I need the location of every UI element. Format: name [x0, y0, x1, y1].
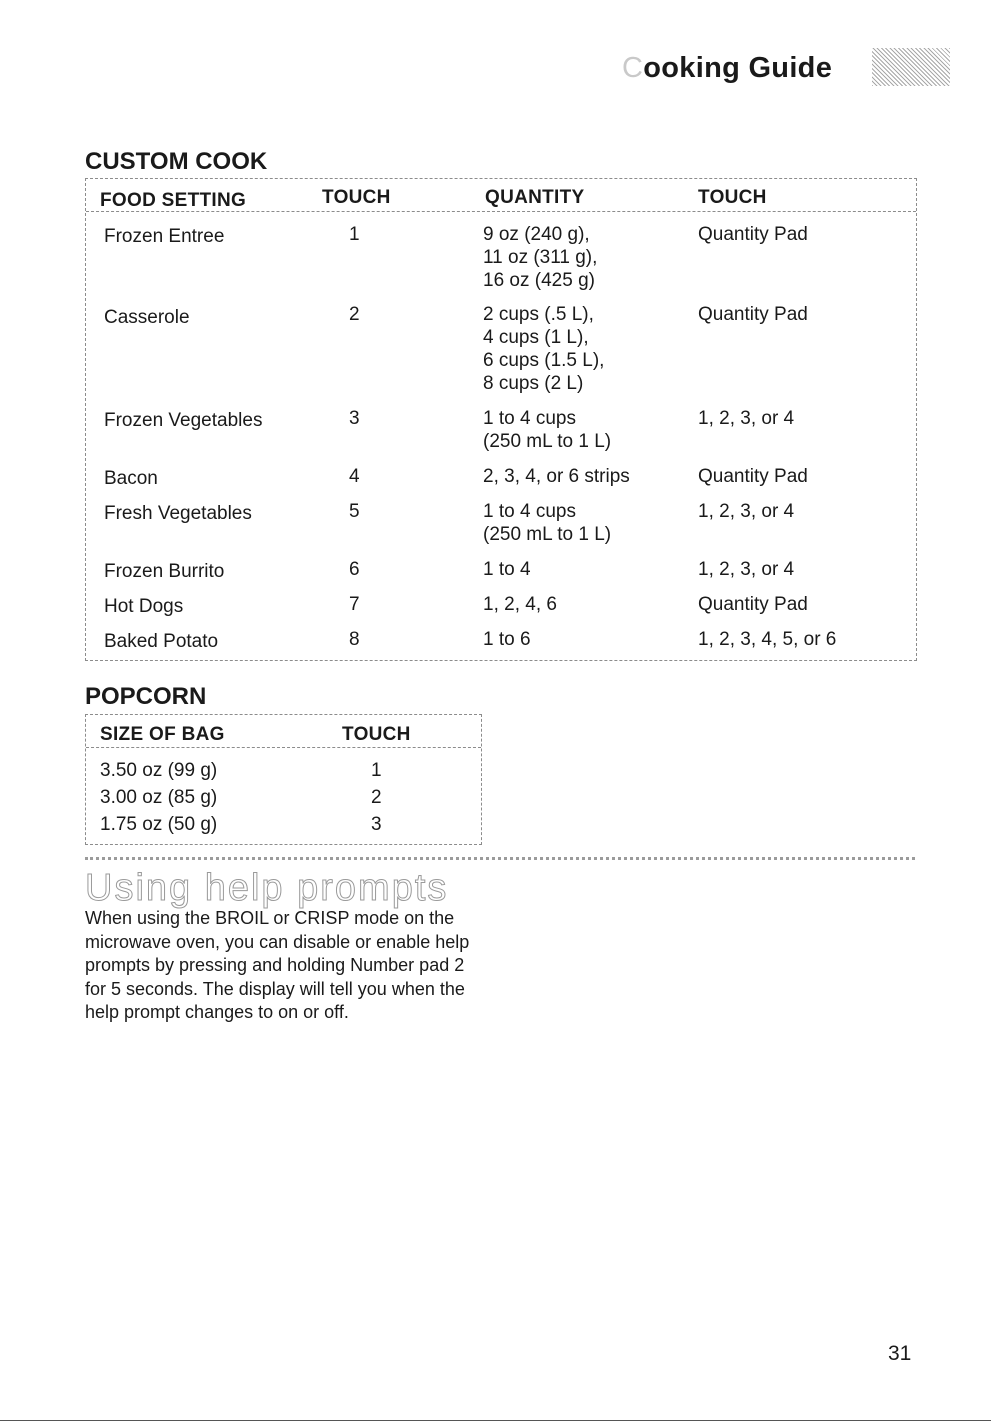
food-setting-cell: Baked Potato: [104, 631, 219, 652]
bag-size-cell: 1.75 oz (50 g): [100, 814, 218, 835]
quantity-cell: 2, 3, 4, or 6 strips: [483, 466, 630, 487]
quantity-cell: 1 to 4 cups (250 mL to 1 L): [483, 501, 612, 545]
column-header-size-of-bag: SIZE OF BAG: [100, 724, 225, 745]
touch-cell: 3: [349, 408, 360, 429]
touch-cell: 7: [349, 594, 360, 615]
food-setting-cell: Frozen Entree: [104, 226, 225, 247]
pad-touch-cell: 1, 2, 3, or 4: [698, 501, 795, 522]
page-title-lead-letter: C: [622, 52, 644, 84]
pad-touch-cell: 1, 2, 3, or 4: [698, 408, 795, 429]
help-prompts-heading: Using help prompts: [85, 867, 449, 909]
food-setting-cell: Hot Dogs: [104, 596, 184, 617]
custom-cook-heading: CUSTOM COOK: [85, 148, 268, 175]
touch-cell: 1: [371, 760, 382, 781]
page-title: [622, 52, 832, 85]
pad-touch-cell: 1, 2, 3, or 4: [698, 559, 795, 580]
bag-size-cell: 3.00 oz (85 g): [100, 787, 218, 808]
quantity-cell: 2 cups (.5 L), 4 cups (1 L), 6 cups (1.5 L), 8 cups (2 L): [483, 304, 605, 394]
column-header-food-setting: FOOD SETTING: [100, 190, 247, 211]
section-divider: [85, 857, 915, 860]
food-setting-cell: Fresh Vegetables: [104, 503, 252, 524]
popcorn-table: [85, 714, 482, 845]
help-prompts-body: When using the BROIL or CRISP mode on the microwave oven, you can disable or enable help prompts by pressing and holding Number pad 2 for 5 seconds. The display will tell you when the help prompt changes to on or off.: [85, 908, 470, 1022]
custom-cook-table: [85, 178, 917, 661]
touch-cell: 6: [349, 559, 360, 580]
quantity-cell: 1, 2, 4, 6: [483, 594, 557, 615]
touch-cell: 2: [371, 787, 382, 808]
touch-cell: 8: [349, 629, 360, 650]
food-setting-cell: Bacon: [104, 468, 158, 489]
touch-cell: 2: [349, 304, 360, 325]
touch-cell: 3: [371, 814, 382, 835]
food-setting-cell: Casserole: [104, 307, 190, 328]
pad-touch-cell: Quantity Pad: [698, 466, 808, 487]
column-header-touch: TOUCH: [342, 724, 411, 745]
pad-touch-cell: Quantity Pad: [698, 594, 808, 615]
touch-cell: 5: [349, 501, 360, 522]
food-setting-cell: Frozen Vegetables: [104, 410, 263, 431]
page-number: 31: [888, 1342, 912, 1365]
header-decoration: [872, 48, 950, 86]
pad-touch-cell: 1, 2, 3, 4, 5, or 6: [698, 629, 837, 650]
quantity-cell: 1 to 6: [483, 629, 531, 650]
quantity-cell: 9 oz (240 g), 11 oz (311 g), 16 oz (425 g): [483, 224, 598, 291]
column-header-touch: TOUCH: [322, 187, 391, 208]
bottom-border: [0, 1420, 991, 1421]
pad-touch-cell: Quantity Pad: [698, 304, 808, 325]
quantity-cell: 1 to 4 cups (250 mL to 1 L): [483, 408, 612, 452]
touch-cell: 1: [349, 224, 360, 245]
popcorn-heading: POPCORN: [85, 683, 207, 710]
quantity-cell: 1 to 4: [483, 559, 531, 580]
page-title-rest: ooking Guide: [643, 52, 833, 84]
column-header-pad-touch: TOUCH: [698, 187, 767, 208]
food-setting-cell: Frozen Burrito: [104, 561, 225, 582]
column-header-quantity: QUANTITY: [485, 187, 585, 208]
pad-touch-cell: Quantity Pad: [698, 224, 808, 245]
bag-size-cell: 3.50 oz (99 g): [100, 760, 218, 781]
touch-cell: 4: [349, 466, 360, 487]
